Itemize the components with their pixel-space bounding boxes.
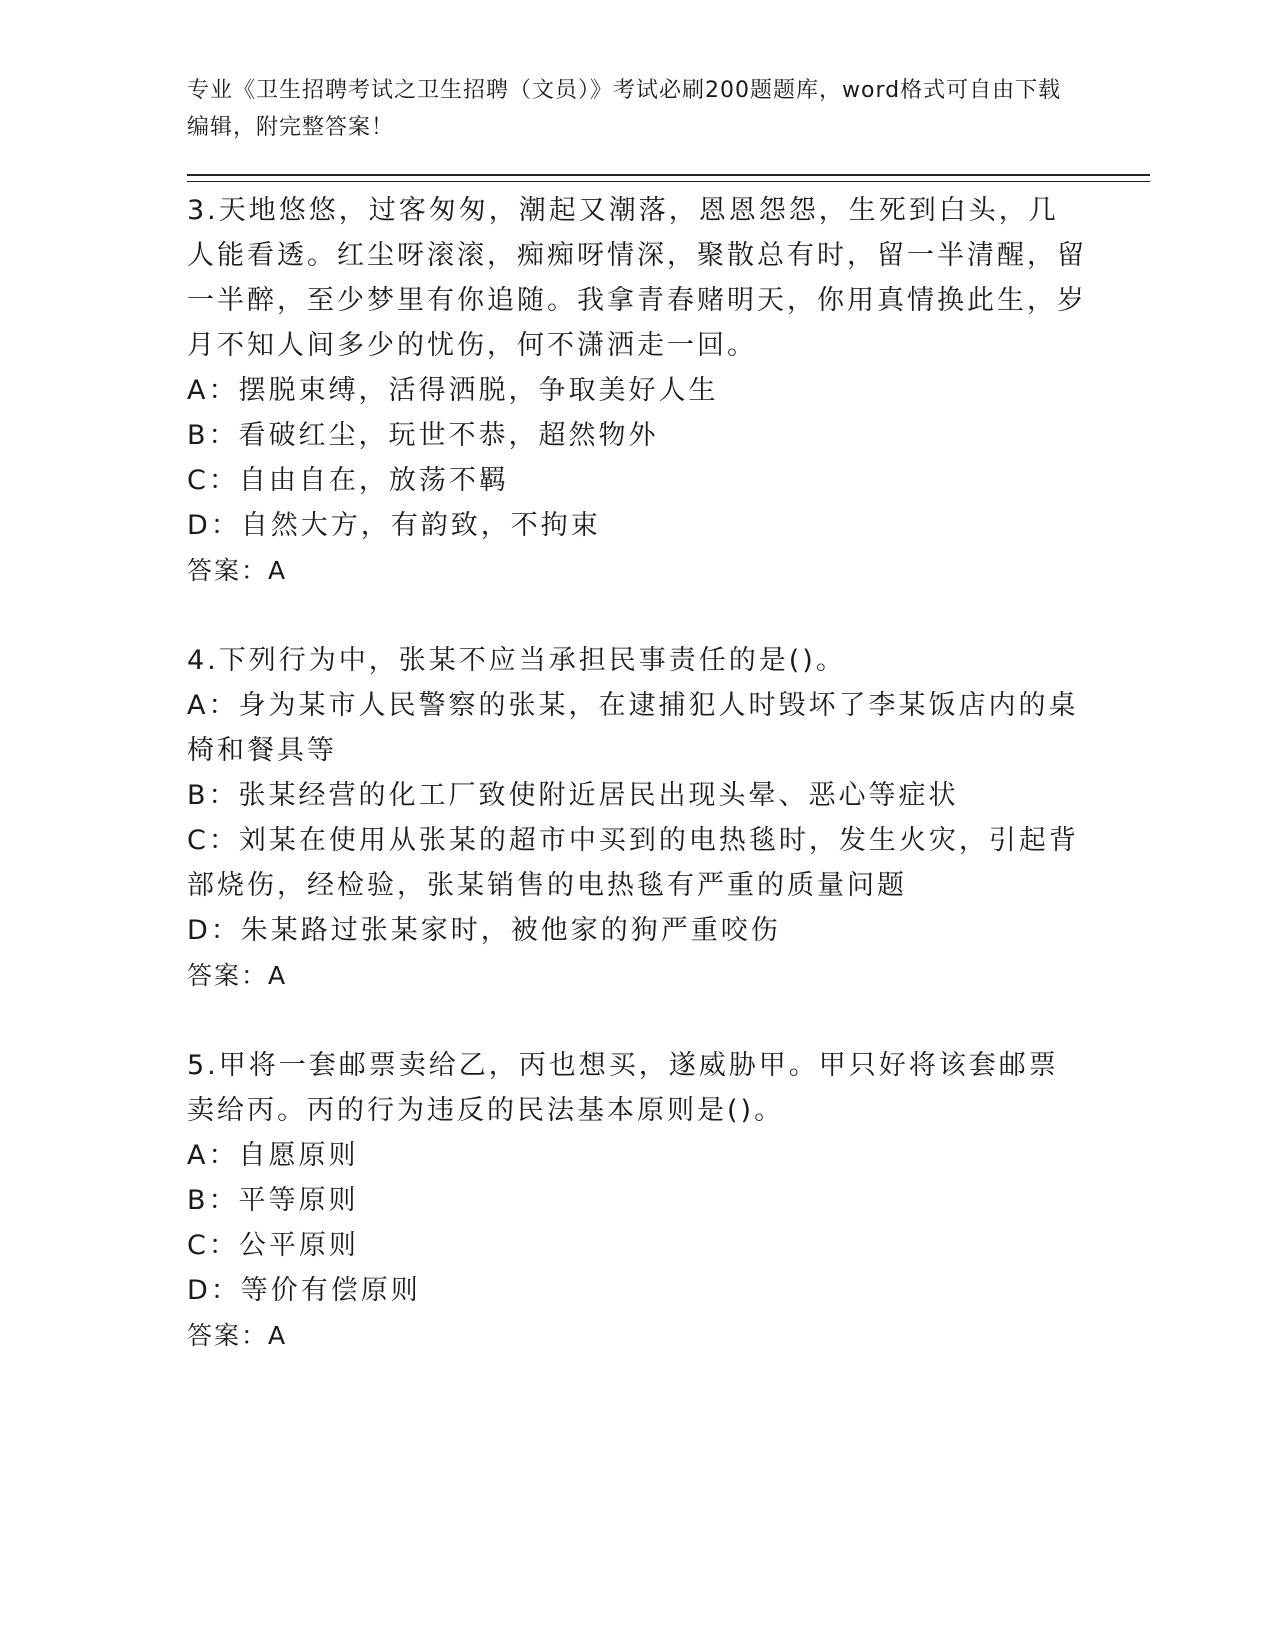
question-list xyxy=(187,188,1087,1358)
question-spacer xyxy=(187,998,1087,1043)
option-b: B：张某经营的化工厂致使附近居民出现头晕、恶心等症状 xyxy=(187,780,959,811)
option-a: A：自愿原则 xyxy=(187,1140,359,1171)
option-d: D：朱某路过张某家时，被他家的狗严重咬伤 xyxy=(187,915,781,946)
option-b: B：平等原则 xyxy=(187,1185,359,1216)
answer: 答案：A xyxy=(187,961,288,990)
option-d: D：等价有偿原则 xyxy=(187,1275,421,1306)
option-d: D：自然大方，有韵致，不拘束 xyxy=(187,510,601,541)
option-a: A：摆脱束缚，活得洒脱，争取美好人生 xyxy=(187,375,719,406)
question-5 xyxy=(187,1043,1087,1358)
question-stem: 5.甲将一套邮票卖给乙，丙也想买，遂威胁甲。甲只好将该套邮票卖给丙。丙的行为违反的民法基本原则是()。 xyxy=(187,1050,1059,1126)
header-divider-thin xyxy=(187,181,1150,182)
question-3 xyxy=(187,188,1087,593)
document-header: 专业《卫生招聘考试之卫生招聘（文员）》考试必刷200题题库，word格式可自由下载编辑，附完整答案！ xyxy=(187,78,1062,140)
question-spacer xyxy=(187,593,1087,638)
question-stem: 4.下列行为中，张某不应当承担民事责任的是()。 xyxy=(187,645,846,676)
answer: 答案：A xyxy=(187,556,288,585)
option-b: B：看破红尘，玩世不恭，超然物外 xyxy=(187,420,659,451)
header-divider-thick xyxy=(187,174,1150,176)
option-c: C：刘某在使用从张某的超市中买到的电热毯时，发生火灾，引起背部烧伤，经检验，张某销售的电热毯有严重的质量问题 xyxy=(187,825,1079,901)
answer: 答案：A xyxy=(187,1321,288,1350)
option-a: A：身为某市人民警察的张某，在逮捕犯人时毁坏了李某饭店内的桌椅和餐具等 xyxy=(187,690,1079,766)
option-c: C：公平原则 xyxy=(187,1230,359,1261)
question-4 xyxy=(187,638,1087,998)
option-c: C：自由自在，放荡不羁 xyxy=(187,465,509,496)
question-stem: 3.天地悠悠，过客匆匆，潮起又潮落，恩恩怨怨，生死到白头，几人能看透。红尘呀滚滚，痴痴呀情深，聚散总有时，留一半清醒，留一半醉，至少梦里有你追随。我拿青春赌明天，你用真情换此生，岁月不知人间多少的忧伤，何不潇洒走一回。 xyxy=(187,195,1087,361)
